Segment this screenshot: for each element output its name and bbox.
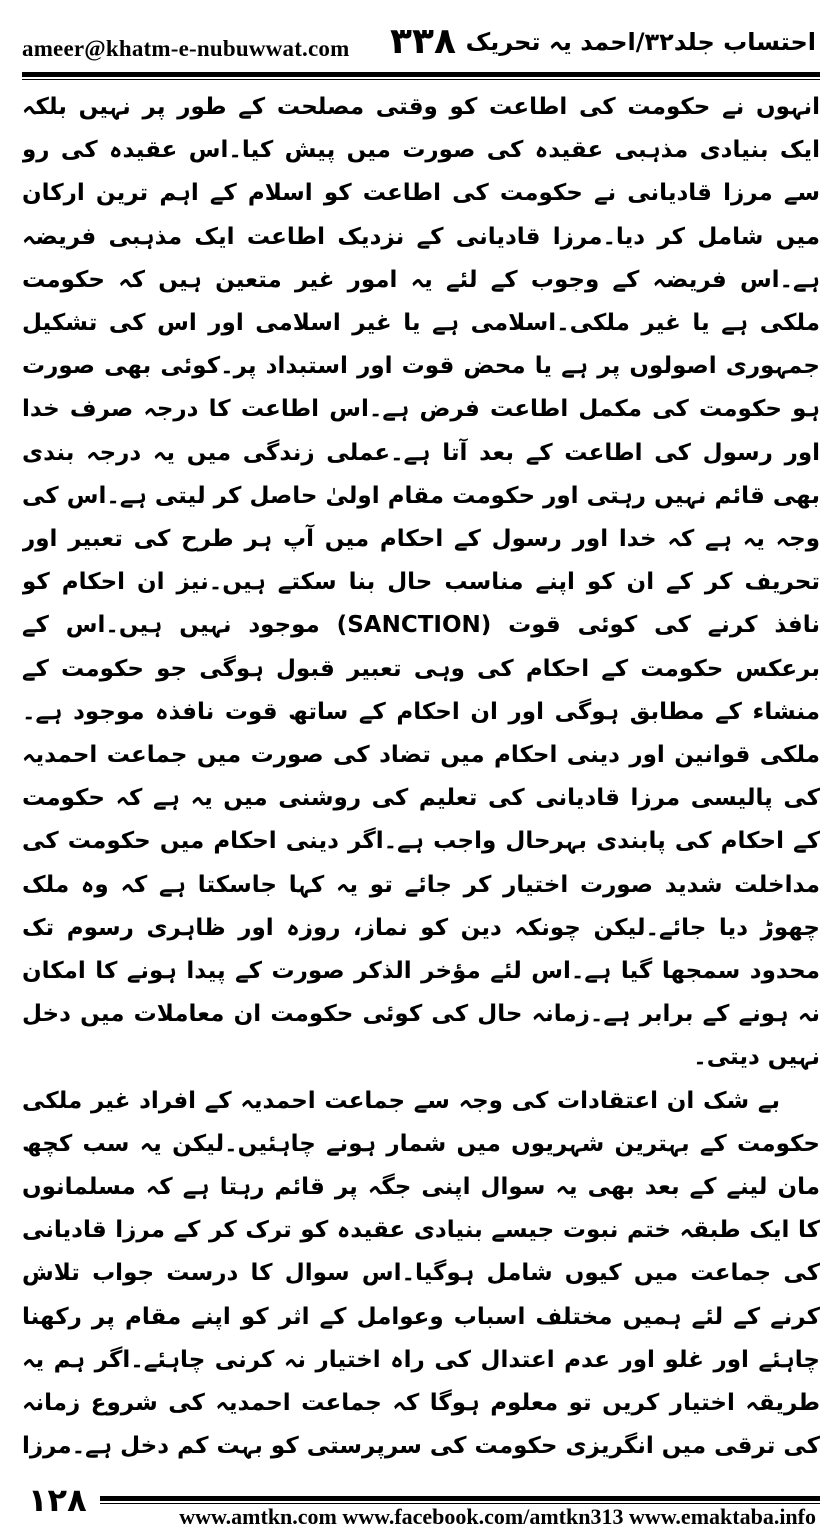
header-book-title: احتساب جلد۳۲/احمد یہ تحریک — [465, 28, 816, 56]
header-email: ameer@khatm-e-nubuwwat.com — [22, 36, 350, 61]
header-divider-thin — [22, 79, 820, 80]
body-text — [22, 86, 820, 1466]
header-divider — [22, 72, 820, 77]
page-footer — [22, 1481, 820, 1529]
paragraph-1: انہوں نے حکومت کی اطاعت کو وقتی مصلحت کے طور پر نہیں بلکہ ایک بنیادی مذہبی عقیدہ کی صورت میں پیش کیا۔اس عقیدہ کی رو سے مرزا قادیانی نے حکومت کی اطاعت کو اسلام کے اہم ترین ارکان میں شامل کر دیا۔مرزا قادیانی کے نزدیک اطاعت ایک مذہبی فریضہ ہے۔اس فریضہ کے وجوب کے لئے یہ امور غیر متعین ہیں کہ حکومت ملکی ہے یا غیر ملکی۔اسلامی ہے یا غیر اسلامی اور اس کی تشکیل جمہوری اصولوں پر ہے یا محض قوت اور استبداد پر۔کوئی بھی صورت ہو حکومت کی مکمل اطاعت فرض ہے۔اس اطاعت کا درجہ صرف خدا اور رسول کی اطاعت کے بعد آتا ہے۔عملی زندگی میں یہ درجہ بندی بھی قائم نہیں رہتی اور حکومت مقام اولیٰ حاصل کر لیتی ہے۔اس کی وجہ یہ ہے کہ خدا اور رسول کے احکام میں آپ ہر طرح کی تعبیر اور تحریف کر کے ان کو اپنے مناسب حال بنا سکتے ہیں۔نیز ان احکام کو نافذ کرنے کی کوئی قوت (SANCTION) موجود نہیں ہیں۔اس کے برعکس حکومت کے احکام کی وہی تعبیر قبول ہوگی جو حکومت کے منشاء کے مطابق ہوگی اور ان احکام کے ساتھ قوت نافذہ موجود ہے۔ملکی قوانین اور دینی احکام میں تضاد کی صورت میں جماعت احمدیہ کی پالیسی مرزا قادیانی کی تعلیم کی روشنی میں یہ ہے کہ حکومت کے احکام کی پابندی بہرحال واجب ہے۔اگر دینی احکام میں حکومت کی مداخلت شدید صورت اختیار کر جائے تو یہ کہا جاسکتا ہے کہ وہ ملک چھوڑ دیا جائے۔لیکن چونکہ دین کو نماز، روزہ اور ظاہری رسوم تک محدود سمجھا گیا ہے۔اس لئے مؤخر الذکر صورت کے پیدا ہونے کا امکان نہ ہونے کے برابر ہے۔زمانہ حال کی کوئی حکومت ان معاملات میں دخل نہیں دیتی۔ — [22, 94, 820, 1071]
header-page-number: ۳۳۸ — [390, 21, 456, 62]
footer-page-number: ۱۲۸ — [28, 1481, 87, 1519]
page-header — [18, 14, 822, 72]
paragraph-2: بے شک ان اعتقادات کی وجہ سے جماعت احمدیہ کے افراد غیر ملکی حکومت کے بہترین شہریوں میں شمار ہونے چاہئیں۔لیکن یہ سب کچھ مان لینے کے بعد بھی یہ سوال اپنی جگہ پر قائم رہتا ہے کہ مسلمانوں کا ایک طبقہ ختم نبوت جیسے بنیادی عقیدہ کو ترک کر کے مرزا قادیانی کی جماعت میں کیوں شامل ہوگیا۔اس سوال کا درست جواب تلاش کرنے کے لئے ہمیں مختلف اسباب وعوامل کے اثر کو اپنے مقام پر رکھنا چاہئے اور غلو اور عدم اعتدال کی راہ اختیار نہ کرنی چاہئے۔اگر ہم یہ طریقہ اختیار کریں تو معلوم ہوگا کہ جماعت احمدیہ کی شروع زمانہ کی ترقی میں انگریزی حکومت کی سرپرستی کو بہت کم دخل ہے۔مرزا — [22, 1087, 820, 1460]
footer-divider — [100, 1496, 820, 1501]
footer-links: www.amtkn.com www.facebook.com/amtkn313 www.emaktaba.info — [179, 1504, 816, 1529]
